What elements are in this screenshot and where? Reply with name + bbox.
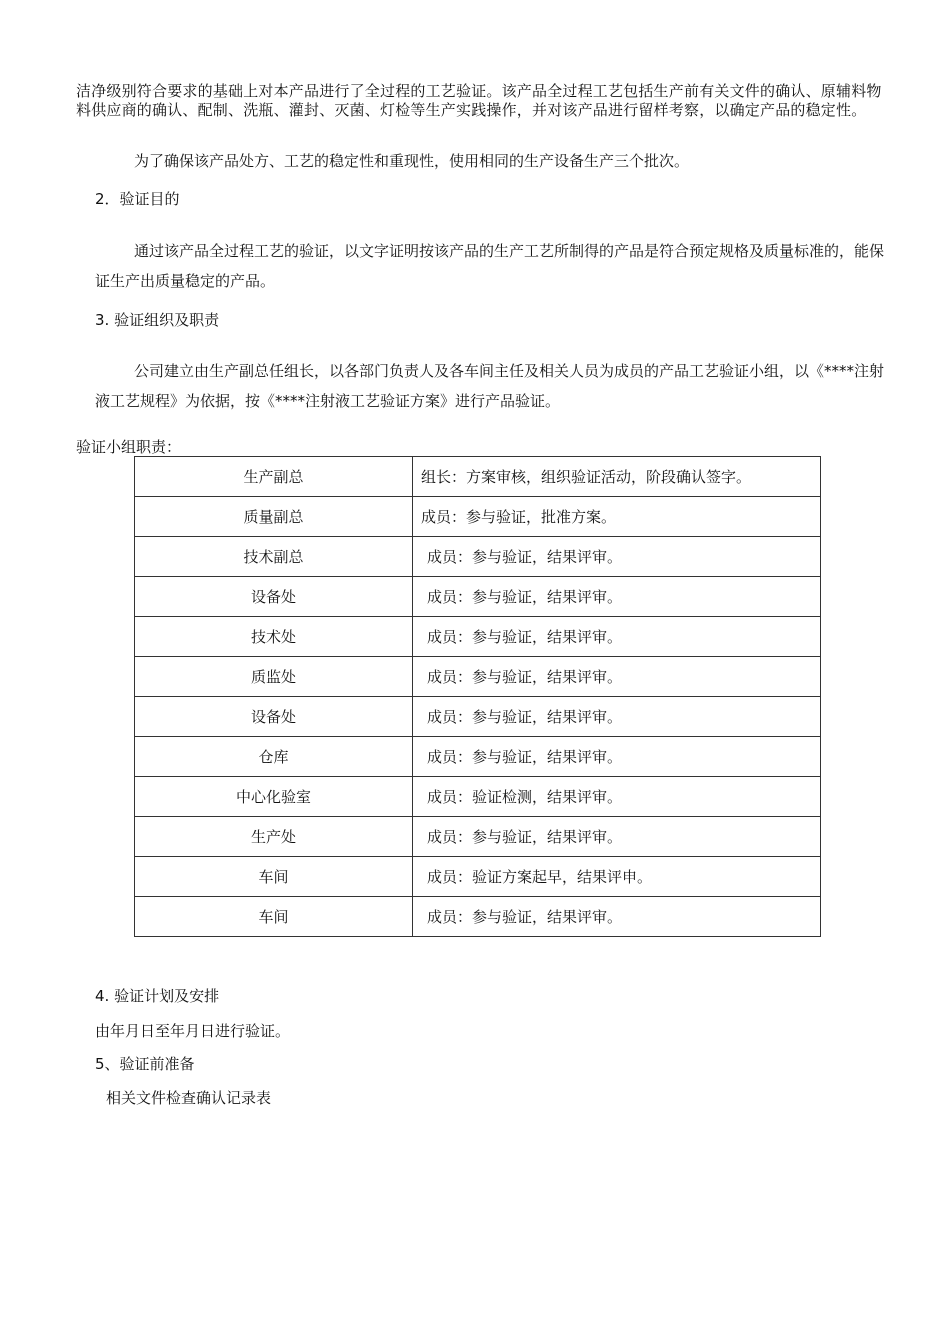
table-row	[135, 537, 821, 577]
duty-cell: 组长：方案审核，组织验证活动，阶段确认签字。	[413, 457, 821, 497]
section-4-heading: 4. 验证计划及安排	[95, 987, 220, 1005]
responsibilities-table	[134, 456, 821, 937]
table-row	[135, 497, 821, 537]
role-cell: 仓库	[135, 737, 413, 777]
table-row	[135, 457, 821, 497]
role-cell: 技术副总	[135, 537, 413, 577]
table-row	[135, 697, 821, 737]
duty-cell: 成员：参与验证，结果评审。	[413, 537, 821, 577]
section-5-heading: 5、验证前准备	[95, 1055, 195, 1073]
section-5-body: 相关文件检查确认记录表	[106, 1089, 272, 1107]
duty-cell: 成员：参与验证，结果评审。	[413, 817, 821, 857]
role-cell: 技术处	[135, 617, 413, 657]
section-2-body: 通过该产品全过程工艺的验证，以文字证明按该产品的生产工艺所制得的产品是符合预定规格及质量标准的，能保证生产出质量稳定的产品。	[95, 242, 885, 290]
section-3-heading: 3. 验证组织及职责	[95, 311, 220, 329]
duty-cell: 成员：参与验证，结果评审。	[413, 657, 821, 697]
duty-cell: 成员：参与验证，结果评审。	[413, 577, 821, 617]
role-cell: 生产副总	[135, 457, 413, 497]
table-row	[135, 857, 821, 897]
table-row	[135, 777, 821, 817]
section-3-body: 公司建立由生产副总任组长，以各部门负责人及各车间主任及相关人员为成员的产品工艺验证小组，以《****注射液工艺规程》为依据，按《****注射液工艺验证方案》进行产品验证。	[95, 362, 885, 410]
role-cell: 车间	[135, 897, 413, 937]
role-cell: 质监处	[135, 657, 413, 697]
table-row	[135, 737, 821, 777]
duty-cell: 成员：参与验证，结果评审。	[413, 697, 821, 737]
duty-cell: 成员：参与验证，结果评审。	[413, 617, 821, 657]
duty-cell: 成员：验证方案起早，结果评申。	[413, 857, 821, 897]
role-cell: 生产处	[135, 817, 413, 857]
table-row	[135, 617, 821, 657]
role-cell: 车间	[135, 857, 413, 897]
table-row	[135, 577, 821, 617]
intro-paragraph-2: 为了确保该产品处方、工艺的稳定性和重现性，使用相同的生产设备生产三个批次。	[134, 152, 690, 170]
role-cell: 质量副总	[135, 497, 413, 537]
table-row	[135, 657, 821, 697]
table-row	[135, 817, 821, 857]
role-cell: 设备处	[135, 697, 413, 737]
role-cell: 设备处	[135, 577, 413, 617]
section-4-body: 由年月日至年月日进行验证。	[95, 1022, 291, 1040]
duty-cell: 成员：参与验证，批准方案。	[413, 497, 821, 537]
duty-cell: 成员：参与验证，结果评审。	[413, 737, 821, 777]
responsibilities-label: 验证小组职责：	[76, 438, 182, 456]
intro-paragraph: 洁净级别符合要求的基础上对本产品进行了全过程的工艺验证。该产品全过程工艺包括生产前有关文件的确认、原辅料物料供应商的确认、配制、洗瓶、灌封、灭菌、灯检等生产实践操作，并对该产品进行留样考察，以确定产品的稳定性。	[76, 82, 882, 119]
role-cell: 中心化验室	[135, 777, 413, 817]
duty-cell: 成员：验证检测，结果评审。	[413, 777, 821, 817]
duty-cell: 成员：参与验证，结果评审。	[413, 897, 821, 937]
table-row	[135, 897, 821, 937]
section-2-heading: 2．验证目的	[95, 190, 180, 208]
